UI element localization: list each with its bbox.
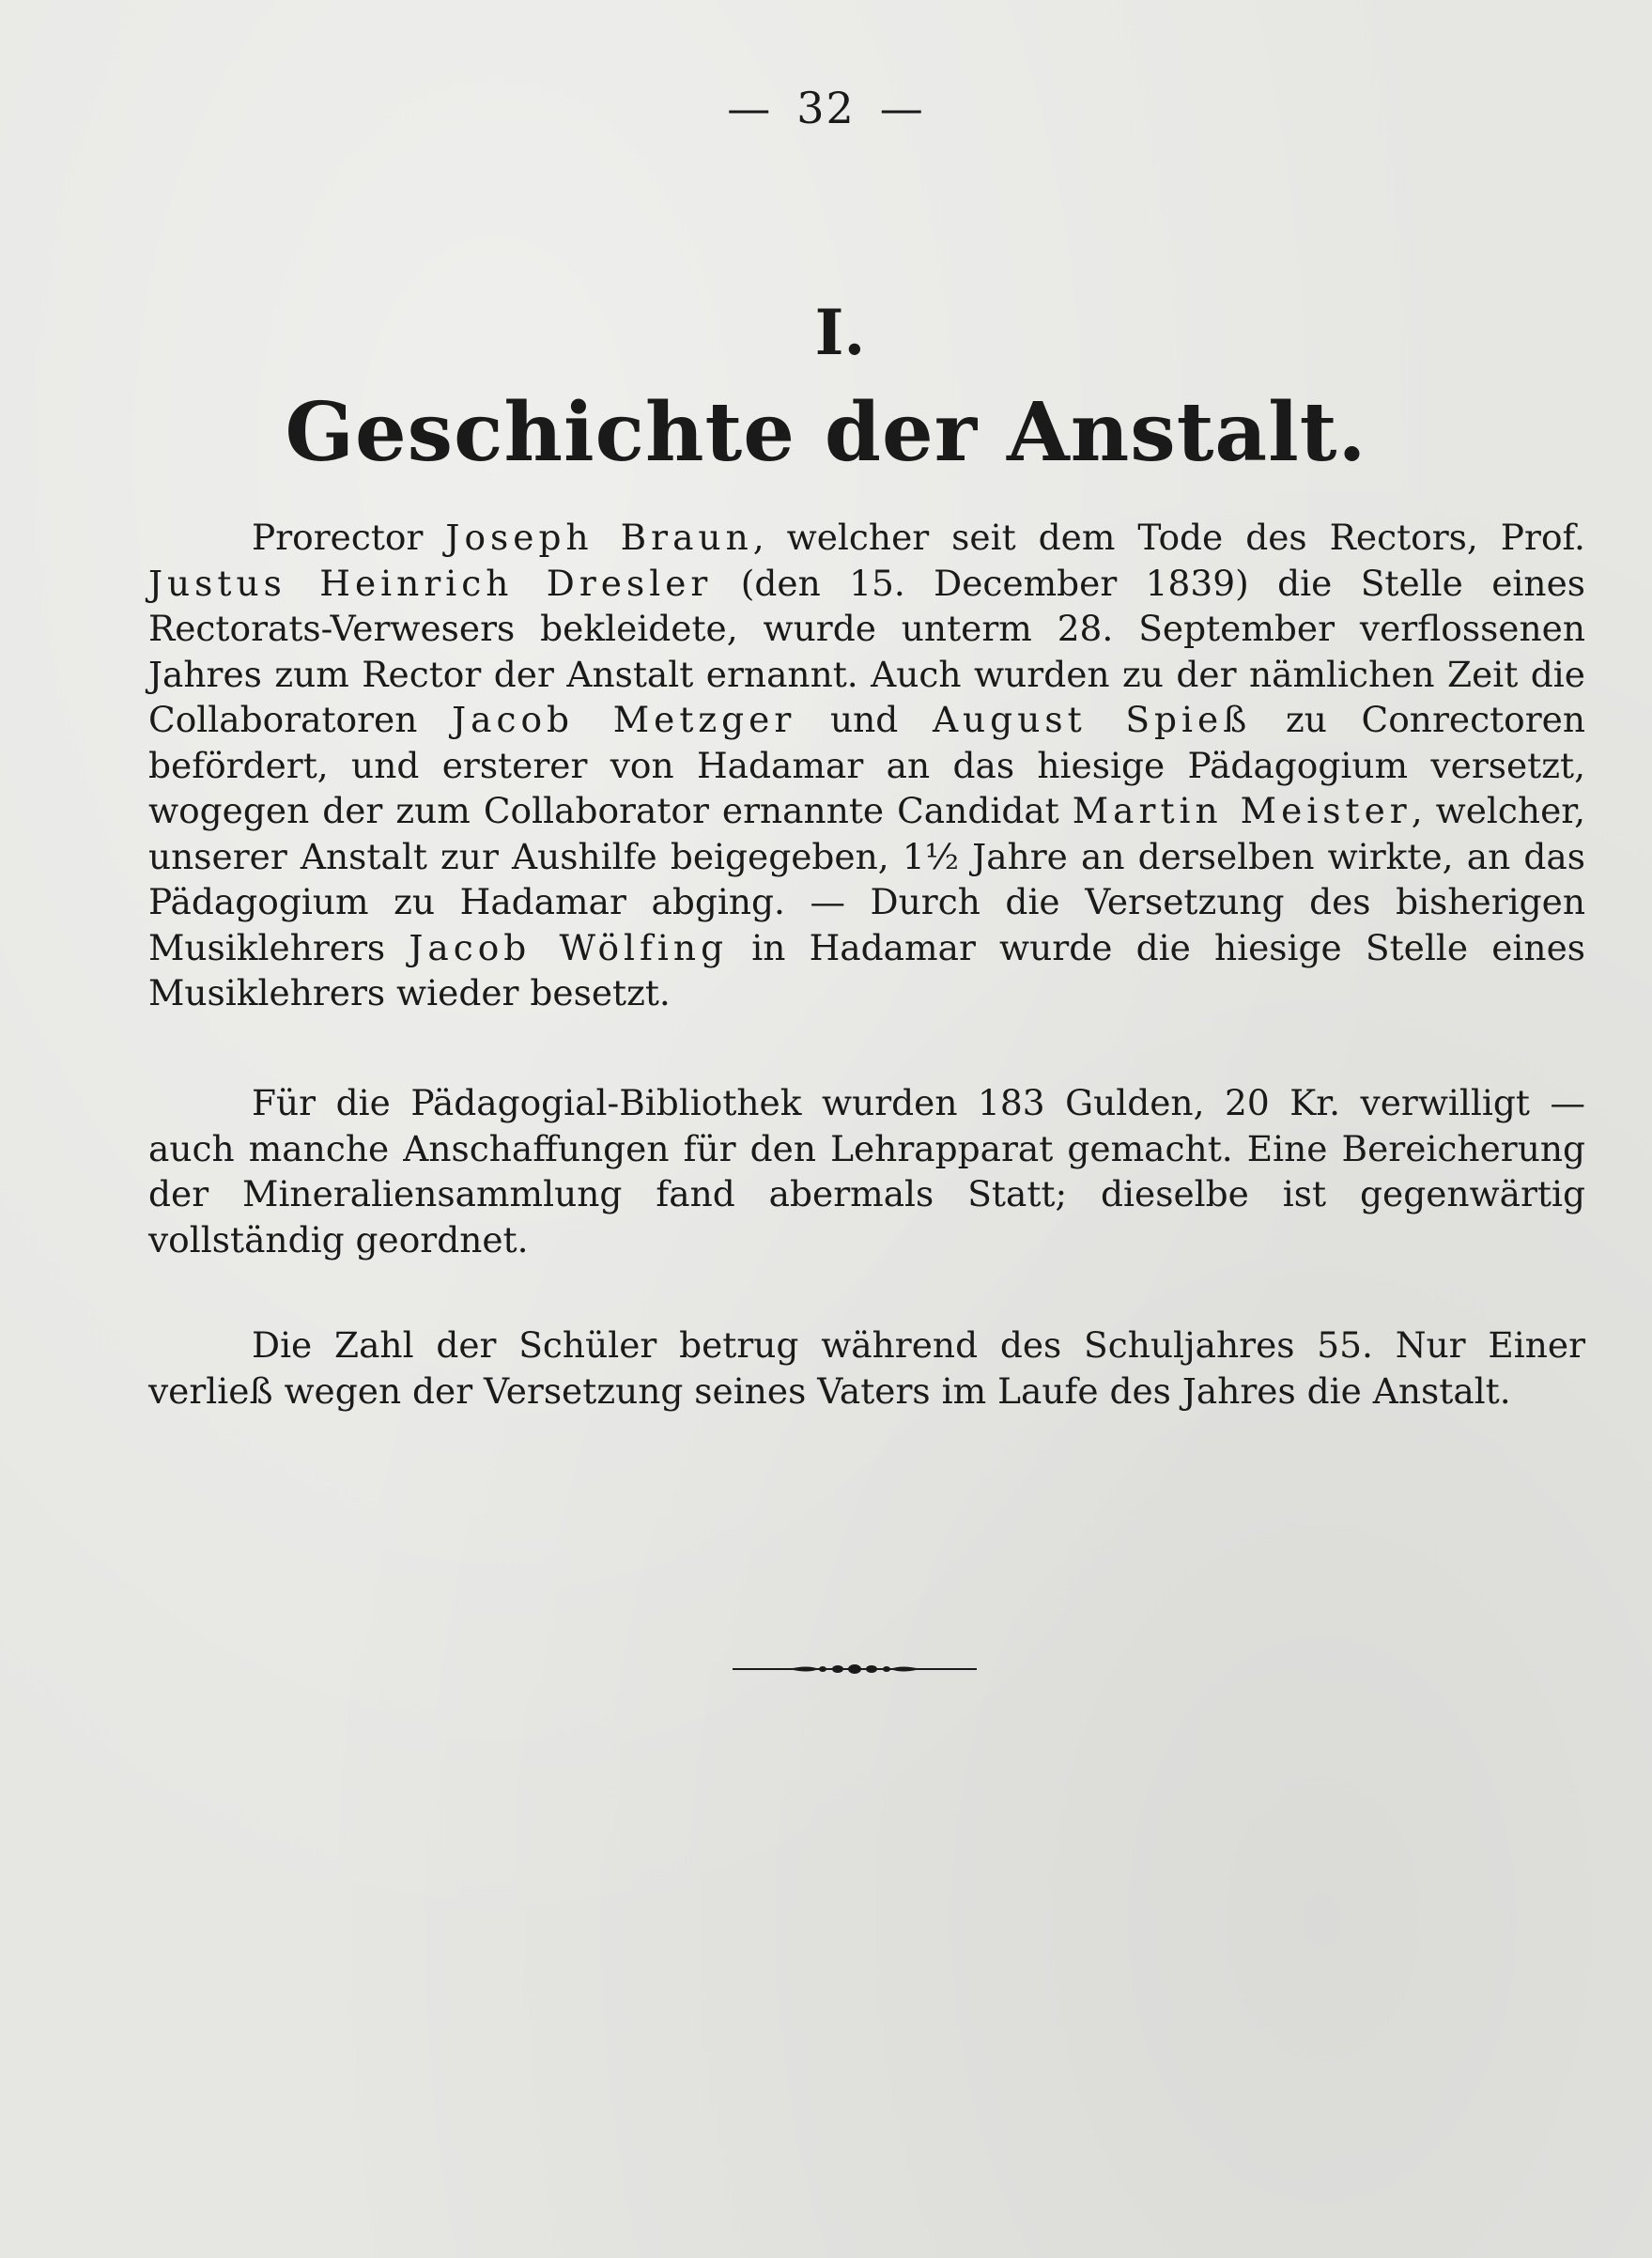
page-number: 32 — [796, 83, 856, 133]
p1-text-4: und — [795, 699, 933, 740]
paragraph-1 — [148, 515, 1585, 1016]
page-header — [0, 83, 1652, 133]
p1-text-3: (den 15. December 1839) die Stelle eines Rectorats-Verwesers bekleidete, wurde unterm 28. September verflossenen Jahres zum Rector der Anstalt ernannt. Auch wurden zu der nämlichen Zeit die Collaboratoren — [148, 562, 1586, 740]
person-name-jacob-woelfing: Jacob Wölfing — [409, 926, 729, 968]
p1-text-6: , welcher, unserer Anstalt zur Aushilfe beigegeben, 1½ Jahre an derselben wirkte, an das Pädagogium zu Hadamar abging. — Durch die Versetzung des bisherigen Musiklehrers — [148, 790, 1585, 968]
paragraph-2: Für die Pädagogial-Bibliothek wurden 183 Gulden, 20 Kr. verwilligt — auch manche Anschaffungen für den Lehrapparat gemacht. Eine Bereicherung der Mineraliensammlung fand abermals Statt; dieselbe ist gegenwärtig vollständig geordnet. — [148, 1082, 1585, 1260]
header-dash-left: — — [727, 83, 773, 133]
section-title: Geschichte der Anstalt. — [285, 385, 1367, 480]
person-name-justus-heinrich-dresler: Justus Heinrich Dresler — [148, 562, 713, 604]
person-name-joseph-braun: Joseph Braun — [445, 517, 753, 558]
p1-text-7: in Hadamar wurde die hiesige Stelle eines Musiklehrers wieder besetzt. — [148, 926, 1586, 1013]
person-name-august-spiess: August Spieß — [932, 699, 1252, 740]
person-name-martin-meister: Martin Meister — [1072, 790, 1412, 831]
p1-text-1: Prorector — [252, 517, 446, 558]
person-name-jacob-metzger: Jacob Metzger — [452, 699, 796, 740]
ornament-divider-icon — [733, 1655, 977, 1683]
paragraph-3: Die Zahl der Schüler betrug während des Schuljahres 55. Nur Einer verließ wegen der Versetzung seines Vaters im Laufe des Jahres die Anstalt. — [148, 1324, 1585, 1412]
header-dash-right: — — [879, 83, 925, 133]
section-number: I. — [814, 296, 866, 369]
p1-text-5: zu Conrectoren befördert, und ersterer von Hadamar an das hiesige Pädagogium versetzt, wogegen der zum Collaborator ernannte Candidat — [148, 699, 1585, 831]
p1-text-2: , welcher seit dem Tode des Rectors, Prof. — [752, 517, 1585, 558]
